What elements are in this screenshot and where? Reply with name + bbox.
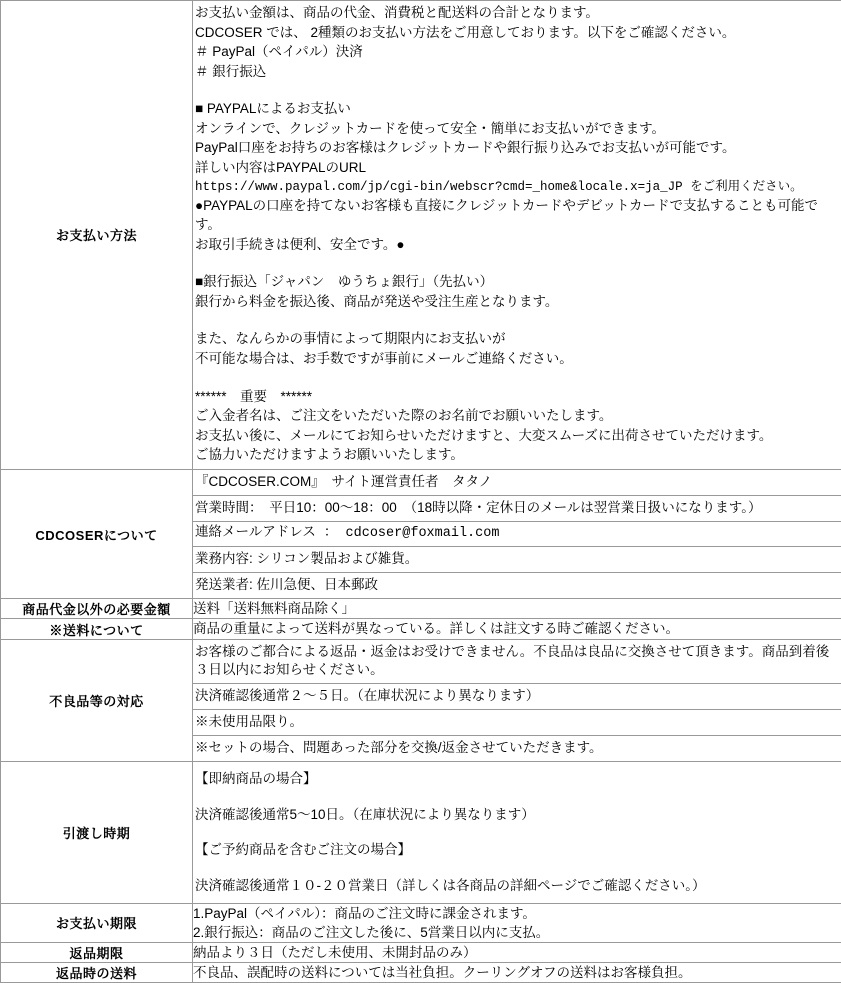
paypal-line-7: お取引手続きは便利、安全です。●	[195, 235, 839, 255]
paypal-url-line: https://www.paypal.com/jp/cgi-bin/webscr?cmd=_home&locale.x=ja_JP をご利用ください。	[195, 178, 839, 196]
table-row-payment-method	[1, 1, 841, 470]
row-label-return-shipping: 返品時の送料	[1, 963, 193, 983]
important-line-2: ご入金者名は、ご注文をいただいた際のお名前でお願いいたします。	[195, 406, 839, 426]
spacer-1	[195, 81, 839, 99]
spacer-3	[195, 311, 839, 329]
table-row-shipping	[1, 619, 841, 639]
row-label-return-deadline: 返品期限	[1, 942, 193, 962]
about-item-business: 業務内容: シリコン製品および雑貨。	[193, 547, 841, 573]
table-row-defective	[1, 639, 841, 761]
paypal-line-6: ●PAYPALの口座を持てないお客様も直接にクレジットカードやデビットカードで支払することも可能です。	[195, 196, 839, 235]
defective-item-2: 決済確認後通常２～５日。（在庫状況により異なります）	[193, 684, 841, 710]
spacer-5	[195, 792, 839, 802]
row-label-payment-deadline: お支払い期限	[1, 903, 193, 942]
row-value-return-deadline: 納品より３日（ただし未使用、未開封品のみ）	[193, 942, 841, 962]
bank-line-2: 銀行から料金を振込後、商品が発送や受注生産となります。	[195, 292, 839, 312]
row-label-defective: 不良品等の対応	[1, 639, 193, 761]
row-value-shipping: 商品の重量によって送料が異なっている。詳しくは註文する時ご確認ください。	[193, 619, 841, 639]
payment-intro-line-1: お支払い金額は、商品の代金、消費税と配送料の合計となります。	[195, 3, 839, 23]
defective-item-4: ※セットの場合、問題あった部分を交換/返金させていただきます。	[193, 736, 841, 761]
about-item-email: 連絡メールアドレス ： cdcoser@foxmail.com	[193, 522, 841, 548]
delivery-item-1: 【即納商品の場合】	[195, 766, 839, 792]
important-heading: ****** 重要 ******	[195, 387, 839, 407]
paypal-line-4: 詳しい内容はPAYPALのURL	[195, 158, 839, 178]
about-item-hours: 営業時間： 平日10：00～18：00 （18時以降・定休日のメールは翌営業日扱いになります。）	[193, 496, 841, 522]
about-item-manager: 『CDCOSER.COM』 サイト運営責任者 タタノ	[193, 470, 841, 496]
table-row-payment-deadline	[1, 903, 841, 942]
payment-deadline-item-1: 1.PayPal（ペイパル）：商品のご注文時に課金されます。	[193, 904, 841, 923]
important-line-3: お支払い後に、メールにてお知らせいただけますと、大変スムーズに出荷させていただけます。	[195, 426, 839, 446]
table-row-return-deadline	[1, 942, 841, 962]
paypal-heading: ■ PAYPALによるお支払い	[195, 99, 839, 119]
delivery-item-3: 【ご予約商品を含むご注文の場合】	[195, 837, 839, 863]
bank-heading: ■銀行振込「ジャパン ゆうちょ銀行」（先払い）	[195, 272, 839, 292]
row-label-payment-method: お支払い方法	[1, 1, 193, 470]
row-label-about: CDCOSERについて	[1, 469, 193, 598]
paypal-line-2: オンラインで、クレジットカードを使って安全・簡単にお支払いができます。	[195, 119, 839, 139]
row-label-delivery-time: 引渡し時期	[1, 762, 193, 904]
paypal-line-3: PayPal口座をお持ちのお客様はクレジットカードや銀行振り込みでお支払いが可能です。	[195, 138, 839, 158]
table-row-about	[1, 469, 841, 598]
row-label-shipping: ※送料について	[1, 619, 193, 639]
payment-intro-line-4: ＃ 銀行振込	[195, 62, 839, 82]
row-value-return-shipping: 不良品、誤配時の送料については当社負担。クーリングオフの送料はお客様負担。	[193, 963, 841, 983]
spacer-2	[195, 254, 839, 272]
payment-deadline-item-2: 2.銀行振込：商品のご注文した後に、5営業日以内に支払。	[193, 923, 841, 942]
payment-intro-line-3: ＃ PayPal（ペイパル）決済	[195, 42, 839, 62]
spacer-6	[195, 827, 839, 837]
row-value-extra-fee: 送料「送料無料商品除く」	[193, 599, 841, 619]
payment-note-line-1: また、なんらかの事情によって期限内にお支払いが	[195, 329, 839, 349]
row-value-payment-deadline	[193, 903, 841, 942]
table-row-return-shipping	[1, 963, 841, 983]
table-row-delivery-time	[1, 762, 841, 904]
payment-intro-line-2: CDCOSER では、 2種類のお支払い方法をご用意しております。以下をご確認ください。	[195, 23, 839, 43]
about-item-carrier: 発送業者: 佐川急便、日本郵政	[193, 573, 841, 598]
spacer-4	[195, 369, 839, 387]
delivery-item-4: 決済確認後通常１０-２０営業日（詳しくは各商品の詳細ページでご確認ください。）	[195, 873, 839, 899]
defective-item-3: ※未使用品限り。	[193, 710, 841, 736]
table-row-extra-fee	[1, 599, 841, 619]
important-line-4: ご協力いただけますようお願いいたします。	[195, 445, 839, 465]
payment-note-line-2: 不可能な場合は、お手数ですが事前にメールご連絡ください。	[195, 349, 839, 369]
row-value-delivery-time	[193, 762, 841, 904]
defective-item-1: お客様のご都合による返品・返金はお受けできません。不良品は良品に交換させて頂きます。商品到着後３日以内にお知らせください。	[193, 640, 841, 685]
row-value-defective	[193, 639, 841, 761]
row-value-payment-method	[193, 1, 841, 470]
row-label-extra-fee: 商品代金以外の必要金額	[1, 599, 193, 619]
row-value-about	[193, 469, 841, 598]
delivery-item-2: 決済確認後通常5～10日。（在庫状況により異なります）	[195, 802, 839, 828]
